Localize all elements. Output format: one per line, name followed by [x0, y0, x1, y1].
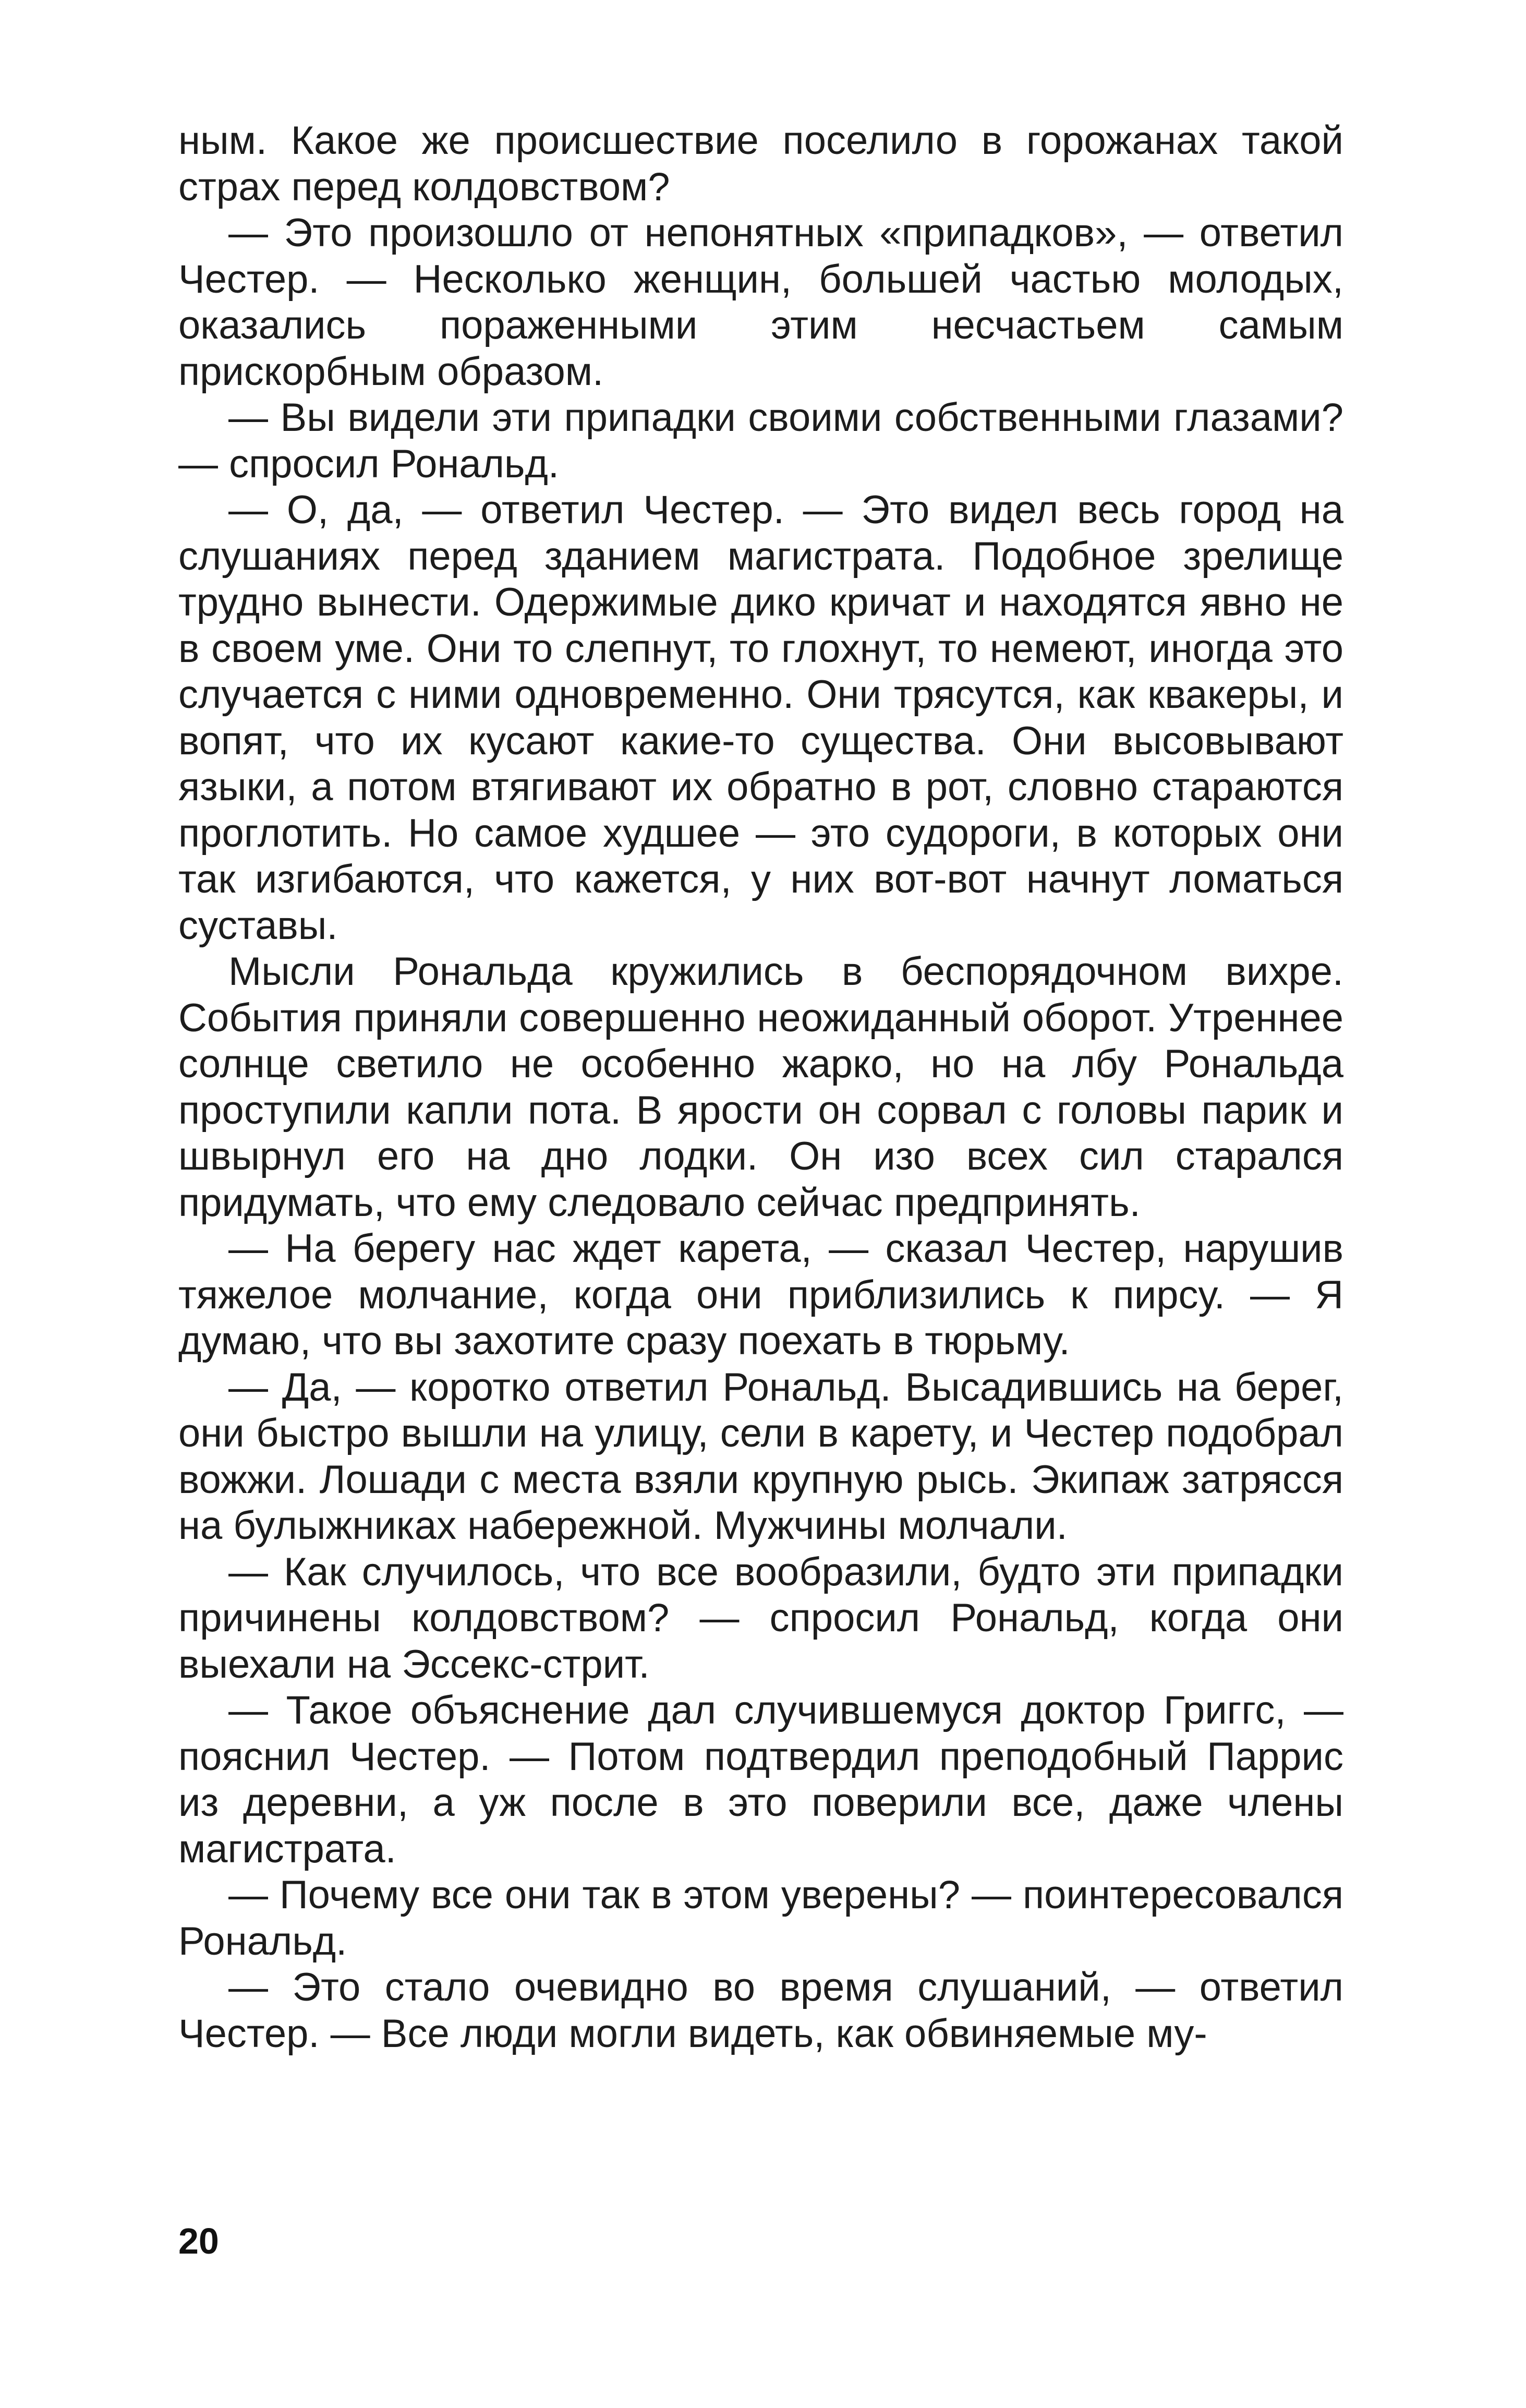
- paragraph-11: — Это стало очевидно во время слушаний, — ответил Честер. — Все люди могли видеть, как обвиняемые му-: [178, 1965, 1343, 2056]
- paragraph-7: — Да, — коротко ответил Рональд. Высадившись на берег, они быстро вышли на улицу, сели в карету, и Честер подобрал вожжи. Лошади с места взяли крупную рысь. Экипаж затрясся на булыжниках набережной. Мужчины молчали.: [178, 1365, 1343, 1548]
- paragraph-1: ным. Какое же происшествие поселило в горожанах такой страх перед колдовством?: [178, 118, 1343, 209]
- paragraph-5: Мысли Рональда кружились в беспорядочном вихре. События приняли совершенно неожиданный оборот. Утреннее солнце светило не особенно жарко, но на лбу Рональда проступили капли пота. В ярости он сорвал с головы парик и швырнул его на дно лодки. Он изо всех сил старался придумать, что ему следовало сейчас предпринять.: [178, 949, 1343, 1225]
- paragraph-9: — Такое объяснение дал случившемуся доктор Григгс, — пояснил Честер. — Потом подтвердил преподобный Паррис из деревни, а уж после в это поверили все, даже члены магистрата.: [178, 1688, 1343, 1871]
- paragraph-6: — На берегу нас ждет карета, — сказал Честер, нарушив тяжелое молчание, когда они приблизились к пирсу. — Я думаю, что вы захотите сразу поехать в тюрьму.: [178, 1226, 1343, 1363]
- page-number: 20: [178, 2221, 219, 2261]
- paragraph-10: — Почему все они так в этом уверены? — поинтересовался Рональд.: [178, 1873, 1343, 1964]
- body-text: [178, 118, 1343, 2057]
- paragraph-2: — Это произошло от непонятных «припадков», — ответил Честер. — Несколько женщин, большей частью молодых, оказались пораженными этим несчастьем самым прискорбным образом.: [178, 211, 1343, 394]
- paragraph-3: — Вы видели эти припадки своими собственными глазами? — спросил Рональд.: [178, 395, 1343, 486]
- paragraph-4: — О, да, — ответил Честер. — Это видел весь город на слушаниях перед зданием магистрата. Подобное зрелище трудно вынести. Одержимые дико кричат и находятся явно не в своем уме. Они то слепнут, то глохнут, то немеют, иногда это случается с ними одновременно. Они трясутся, как квакеры, и вопят, что их кусают какие-то существа. Они высовывают языки, а потом втягивают их обратно в рот, словно стараются проглотить. Но самое худшее — это судороги, в которых они так изгибаются, что кажется, у них вот-вот начнут ломаться суставы.: [178, 488, 1343, 948]
- paragraph-8: — Как случилось, что все вообразили, будто эти припадки причинены колдовством? — спросил Рональд, когда они выехали на Эссекс-стрит.: [178, 1549, 1343, 1687]
